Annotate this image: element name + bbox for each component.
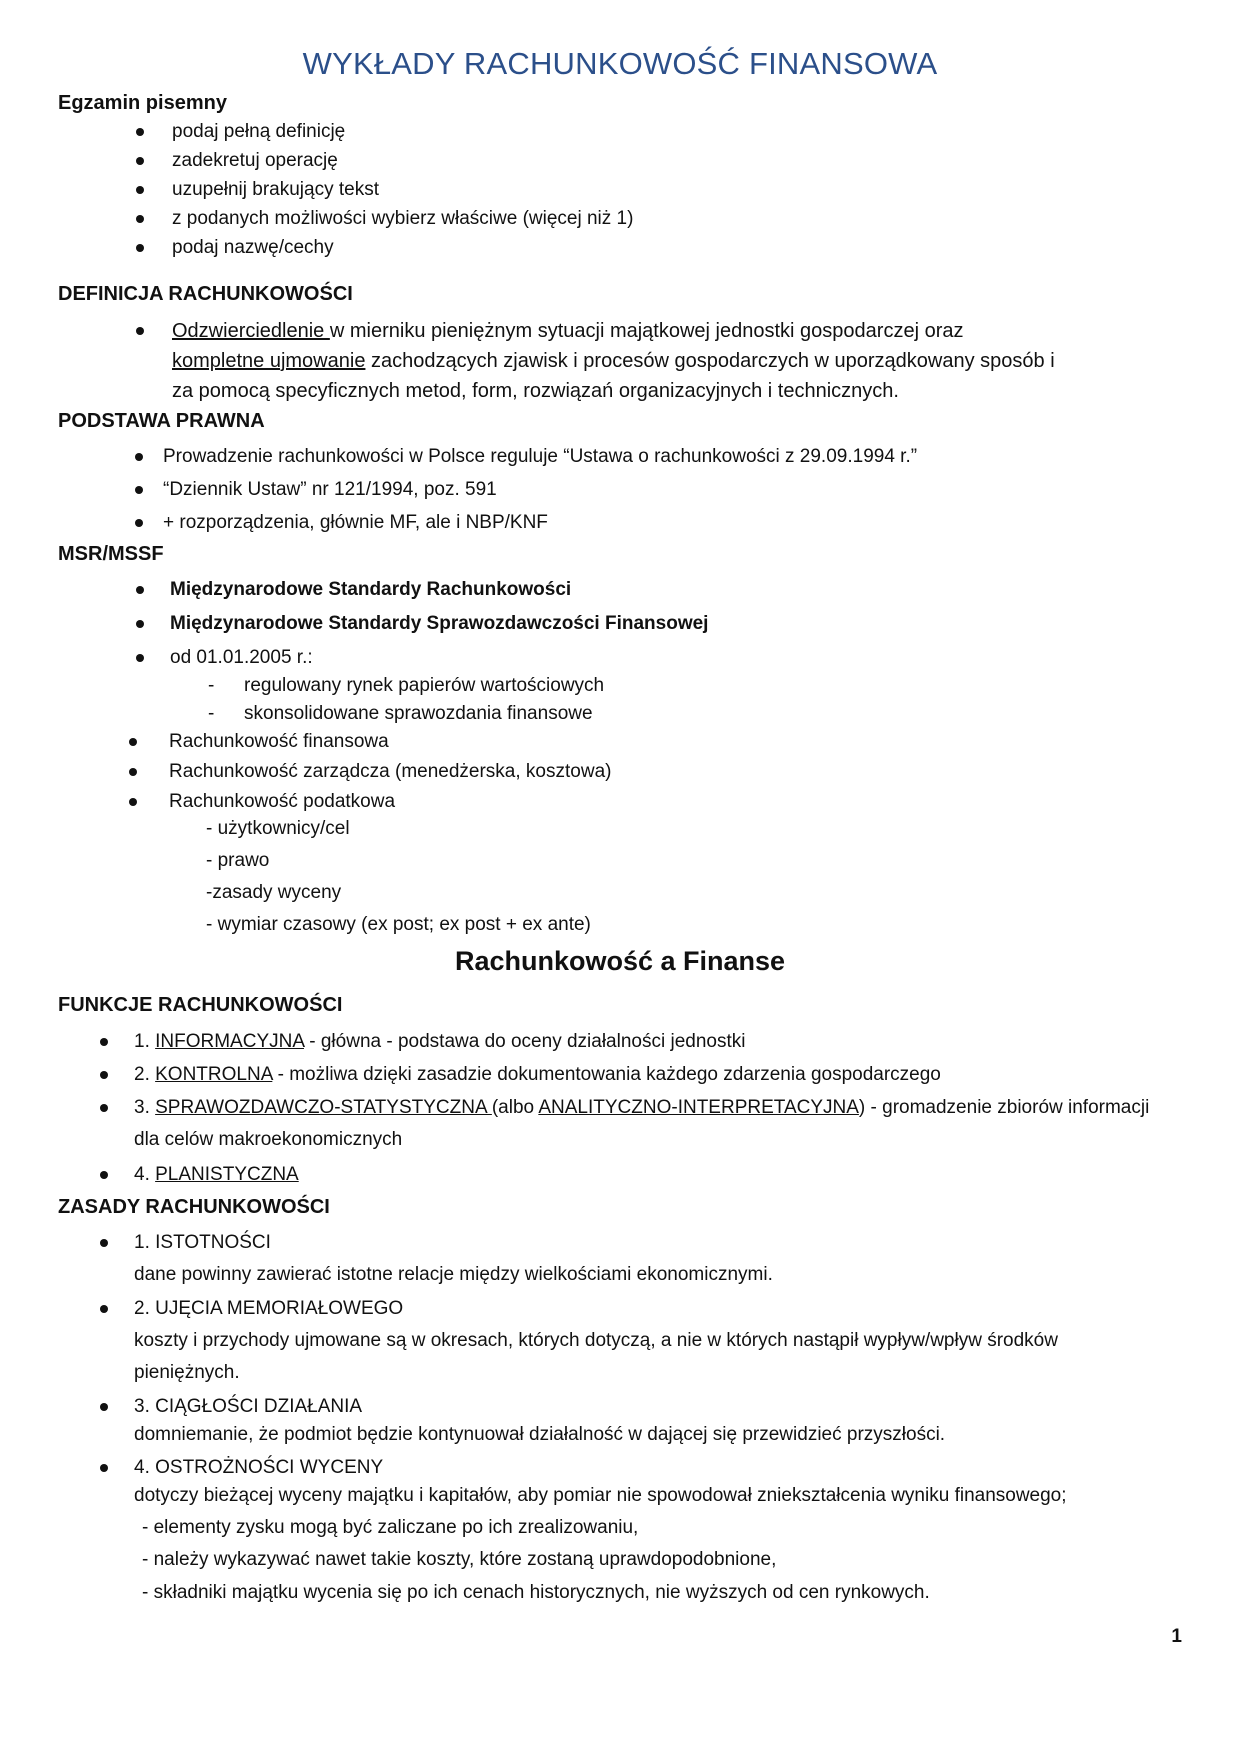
function-item-continuation: dla celów makroekonomicznych — [134, 1129, 403, 1150]
definition-line-3: za pomocą specyficznych metod, form, rozwiązań organizacyjnych i technicznych. — [172, 380, 899, 402]
sub-item: -zasady wyceny — [206, 882, 342, 903]
list-item: od 01.01.2005 r.: — [170, 643, 313, 673]
bullet-icon — [136, 586, 144, 594]
section-heading-msr: MSR/MSSF — [58, 543, 164, 565]
function-item: 1. INFORMACYJNA - główna - podstawa do oceny działalności jednostki — [134, 1027, 745, 1057]
function-item: 2. KONTROLNA - możliwa dzięki zasadzie dokumentowania każdego zdarzenia gospodarczego — [134, 1060, 941, 1090]
section-heading-definicja: DEFINICJA RACHUNKOWOŚCI — [58, 283, 353, 305]
section-heading-podstawa: PODSTAWA PRAWNA — [58, 410, 265, 432]
document-title: WYKŁADY RACHUNKOWOŚĆ FINANSOWA — [302, 46, 938, 81]
bullet-icon — [135, 453, 143, 461]
principle-description: domniemanie, że podmiot będzie kontynuował działalność w dającej się przewidzieć przyszłości. — [134, 1424, 946, 1445]
function-item: 3. SPRAWOZDAWCZO-STATYSTYCZNA (albo ANALITYCZNO-INTERPRETACYJNA) - gromadzenie zbiorów informacji — [134, 1093, 1149, 1123]
list-item: + rozporządzenia, głównie MF, ale i NBP/KNF — [163, 508, 548, 538]
bullet-icon — [135, 519, 143, 527]
definition-line-1: Odzwierciedlenie w mierniku pieniężnym sytuacji majątkowej jednostki gospodarczej oraz — [172, 316, 963, 346]
bullet-icon — [136, 128, 144, 136]
list-item: Rachunkowość podatkowa — [169, 787, 395, 817]
list-item: z podanych możliwości wybierz właściwe (więcej niż 1) — [172, 204, 633, 234]
sub-item: - użytkownicy/cel — [206, 818, 350, 839]
list-item: Prowadzenie rachunkowości w Polsce reguluje “Ustawa o rachunkowości z 29.09.1994 r.” — [163, 442, 917, 472]
principle-item: 4. OSTROŻNOŚCI WYCENY — [134, 1453, 383, 1483]
bullet-icon — [129, 738, 137, 746]
principle-item: 1. ISTOTNOŚCI — [134, 1228, 271, 1258]
dash-item: - — [208, 675, 215, 696]
bullet-icon — [100, 1104, 108, 1112]
function-item: 4. PLANISTYCZNA — [134, 1160, 299, 1190]
list-item: Rachunkowość finansowa — [169, 727, 389, 757]
bullet-icon — [100, 1305, 108, 1313]
principle-sub-item: - elementy zysku mogą być zaliczane po ich zrealizowaniu, — [142, 1517, 639, 1538]
list-item: Międzynarodowe Standardy Rachunkowości — [170, 575, 571, 605]
bullet-icon — [136, 215, 144, 223]
sub-item: - wymiar czasowy (ex post; ex post + ex ante) — [206, 914, 591, 935]
bullet-icon — [100, 1171, 108, 1179]
bullet-icon — [136, 157, 144, 165]
bullet-icon — [100, 1239, 108, 1247]
list-item: zadekretuj operację — [172, 146, 338, 176]
page-number: 1 — [1171, 1626, 1182, 1647]
principle-description: dotyczy bieżącej wyceny majątku i kapitałów, aby pomiar nie spowodował zniekształcenia wyniku finansowego; — [134, 1485, 1067, 1506]
section-title-rachunkowosc-a-finanse: Rachunkowość a Finanse — [454, 946, 786, 976]
principle-description: pieniężnych. — [134, 1362, 240, 1383]
section-heading-egzamin: Egzamin pisemny — [58, 92, 227, 114]
bullet-icon — [136, 327, 144, 335]
principle-item: 3. CIĄGŁOŚCI DZIAŁANIA — [134, 1392, 362, 1422]
list-item: Międzynarodowe Standardy Sprawozdawczości Finansowej — [170, 609, 708, 639]
sub-item: - prawo — [206, 850, 270, 871]
dash-item-text: regulowany rynek papierów wartościowych — [244, 675, 605, 696]
list-item: podaj nazwę/cechy — [172, 233, 334, 263]
principle-description: koszty i przychody ujmowane są w okresach, których dotyczą, a nie w których nastąpił wypływ/wpływ środków — [134, 1330, 1058, 1351]
dash-item-text: skonsolidowane sprawozdania finansowe — [244, 703, 593, 724]
list-item: Rachunkowość zarządcza (menedżerska, kosztowa) — [169, 757, 611, 787]
bullet-icon — [129, 798, 137, 806]
principle-sub-item: - składniki majątku wycenia się po ich cenach historycznych, nie wyższych od cen rynkowych. — [142, 1582, 930, 1603]
bullet-icon — [136, 654, 144, 662]
bullet-icon — [135, 486, 143, 494]
section-heading-zasady: ZASADY RACHUNKOWOŚCI — [58, 1196, 330, 1218]
bullet-icon — [100, 1464, 108, 1472]
bullet-icon — [100, 1038, 108, 1046]
list-item: uzupełnij brakujący tekst — [172, 175, 379, 205]
list-item: podaj pełną definicję — [172, 117, 345, 147]
dash-item: - — [208, 703, 215, 724]
bullet-icon — [136, 244, 144, 252]
bullet-icon — [136, 186, 144, 194]
list-item: “Dziennik Ustaw” nr 121/1994, poz. 591 — [163, 475, 497, 505]
principle-description: dane powinny zawierać istotne relacje między wielkościami ekonomicznymi. — [134, 1264, 773, 1285]
bullet-icon — [100, 1071, 108, 1079]
principle-item: 2. UJĘCIA MEMORIAŁOWEGO — [134, 1294, 403, 1324]
principle-sub-item: - należy wykazywać nawet takie koszty, które zostaną uprawdopodobnione, — [142, 1549, 777, 1570]
section-heading-funkcje: FUNKCJE RACHUNKOWOŚCI — [58, 994, 343, 1016]
definition-line-2: kompletne ujmowanie zachodzących zjawisk i procesów gospodarczych w uporządkowany sposób i — [172, 350, 1055, 372]
bullet-icon — [129, 768, 137, 776]
bullet-icon — [136, 620, 144, 628]
bullet-icon — [100, 1403, 108, 1411]
